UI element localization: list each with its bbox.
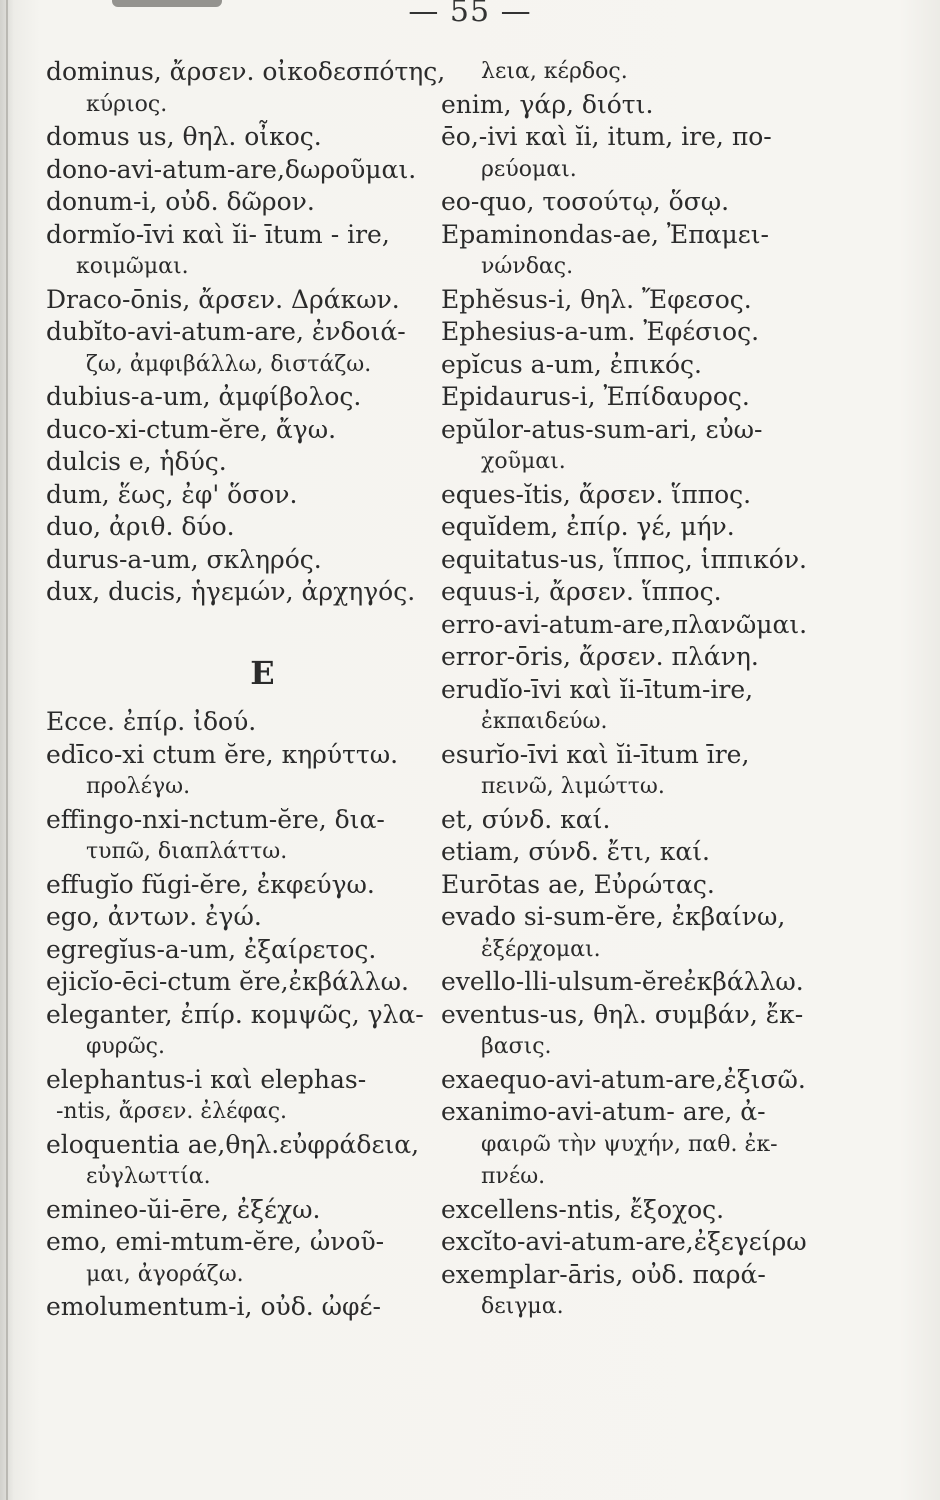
dictionary-line: ejicĭo-ēci-ctum ĕre,ἐκβάλλω. bbox=[46, 967, 409, 996]
dictionary-line: ego, ἀντων. ἐγώ. bbox=[46, 902, 262, 931]
dictionary-line: error-ōris, ἄρσεν. πλάνη. bbox=[441, 642, 759, 671]
dictionary-line: πνέω. bbox=[481, 1164, 546, 1189]
dictionary-line: μαι, ἀγοράζω. bbox=[86, 1261, 244, 1287]
dictionary-line: Eurōtas ae, Εὐρώτας. bbox=[441, 869, 715, 899]
dictionary-line: equitatus-us, ἵππος, ἱππικόν. bbox=[441, 544, 807, 574]
dictionary-line: emolumentum-i, οὐδ. ὠφέ- bbox=[46, 1292, 381, 1321]
dictionary-line: Ephesius-a-um. Ἐφέσιος. bbox=[441, 317, 760, 346]
dictionary-line: βασις. bbox=[481, 1034, 552, 1059]
dictionary-line: φυρῶς. bbox=[86, 1034, 165, 1059]
dictionary-line: elephantus-i καὶ elephas- bbox=[46, 1064, 367, 1094]
dictionary-line: Ecce. ἐπίρ. ἰδού. bbox=[46, 707, 257, 736]
left-column-d-entries bbox=[46, 56, 446, 609]
dictionary-line: πεινῶ, λιμώττω. bbox=[481, 774, 665, 799]
right-column-entries bbox=[441, 56, 836, 1324]
dictionary-line: δειγμα. bbox=[481, 1294, 564, 1319]
dictionary-line: ἐξέρχομαι. bbox=[481, 936, 601, 962]
dictionary-line: erro-avi-atum-are,πλανῶμαι. bbox=[441, 609, 808, 639]
left-column bbox=[46, 56, 446, 1324]
dictionary-line: excĭto-avi-atum-are,ἐξεγείρω bbox=[441, 1227, 807, 1256]
dictionary-line: evello-lli-ulsum-ĕreἐκβάλλω. bbox=[441, 967, 804, 996]
dictionary-line: eo-quo, τοσούτῳ, ὅσῳ. bbox=[441, 187, 730, 216]
dictionary-line: exaequo-avi-atum-are,ἐξισῶ. bbox=[441, 1064, 806, 1094]
section-letter: E bbox=[250, 654, 277, 692]
dictionary-line: Ephĕsus-i, θηλ. Ἔφεσος. bbox=[441, 284, 752, 314]
dictionary-line: et, σύνδ. καί. bbox=[441, 804, 611, 834]
dictionary-line: donum-i, οὐδ. δῶρον. bbox=[46, 187, 315, 216]
dictionary-line: λεια, κέρδος. bbox=[481, 59, 628, 84]
dictionary-line: epŭlor-atus-sum-ari, εὐω- bbox=[441, 414, 763, 444]
dictionary-line: evado si-sum-ĕre, ἐκβαίνω, bbox=[441, 902, 786, 931]
dictionary-line: eloquentia ae,θηλ.εὐφράδεια, bbox=[46, 1129, 420, 1159]
left-column-e-entries bbox=[46, 706, 441, 1324]
dictionary-line: φαιρῶ τὴν ψυχήν, παθ. ἐκ- bbox=[481, 1131, 778, 1157]
dictionary-line: dono-avi-atum-are,δωροῦμαι. bbox=[46, 154, 417, 184]
dictionary-line: χοῦμαι. bbox=[481, 449, 566, 474]
dictionary-line: -ntis, ἄρσεν. ἐλέφας. bbox=[56, 1099, 288, 1124]
dictionary-line: κύριος. bbox=[86, 91, 168, 117]
dictionary-line: ἐκπαιδεύω. bbox=[481, 709, 608, 734]
dictionary-line: dormĭo-īvi καὶ ĭi- ītum - ire, bbox=[46, 219, 390, 249]
dictionary-line: εὐγλωττία. bbox=[86, 1164, 211, 1189]
dictionary-line: effugĭo fŭgi-ĕre, ἐκφεύγω. bbox=[46, 869, 375, 899]
dictionary-line: eventus-us, θηλ. συμβάν, ἔκ- bbox=[441, 999, 804, 1029]
dictionary-line: exemplar-āris, οὐδ. παρά- bbox=[441, 1259, 766, 1289]
page-number: — 55 — bbox=[408, 0, 532, 29]
dictionary-line: equĭdem, ἐπίρ. γέ, μήν. bbox=[441, 512, 735, 541]
dictionary-line: esurĭo-īvi καὶ ĭi-ītum īre, bbox=[441, 739, 750, 769]
dictionary-line: ρεύομαι. bbox=[481, 156, 577, 182]
dictionary-line: dubius-a-um, ἀμφίβολος. bbox=[46, 382, 362, 411]
dictionary-line: Epidaurus-i, Ἐπίδαυρος. bbox=[441, 382, 750, 411]
right-column bbox=[441, 56, 836, 1324]
dictionary-line: dubĭto-avi-atum-are, ἐνδοιά- bbox=[46, 317, 406, 346]
dictionary-line: νώνδας. bbox=[481, 254, 574, 279]
dictionary-line: emo, emi-mtum-ĕre, ὠνοῦ- bbox=[46, 1227, 385, 1256]
dictionary-line: προλέγω. bbox=[86, 774, 191, 799]
dictionary-line: Draco-ōnis, ἄρσεν. Δράκων. bbox=[46, 284, 400, 314]
dictionary-line: effingo-nxi-nctum-ĕre, δια- bbox=[46, 804, 385, 834]
dictionary-line: emineo-ŭi-ēre, ἐξέχω. bbox=[46, 1194, 321, 1224]
dictionary-line: dum, ἕως, ἐφ' ὅσον. bbox=[46, 479, 298, 509]
dictionary-line: Epaminondas-ae, Ἐπαμει- bbox=[441, 219, 769, 249]
dictionary-line: exanimo-avi-atum- are, ἀ- bbox=[441, 1097, 766, 1126]
dictionary-line: duco-xi-ctum-ĕre, ἄγω. bbox=[46, 414, 337, 444]
dictionary-line: erudĭo-īvi καὶ ĭi-ītum-ire, bbox=[441, 674, 754, 704]
dictionary-line: edīco-xi ctum ĕre, κηρύττω. bbox=[46, 739, 399, 769]
dictionary-line: dux, ducis, ἡγεμών, ἀρχηγός. bbox=[46, 577, 416, 606]
dictionary-line: dulcis e, ἡδύς. bbox=[46, 447, 227, 476]
dictionary-line: enim, γάρ, διότι. bbox=[441, 89, 654, 119]
dictionary-line: eques-ĭtis, ἄρσεν. ἵππος. bbox=[441, 479, 752, 509]
dictionary-line: etiam, σύνδ. ἔτι, καί. bbox=[441, 837, 710, 866]
dictionary-line: durus-a-um, σκληρός. bbox=[46, 544, 322, 574]
dictionary-line: egregĭus-a-um, ἐξαίρετος. bbox=[46, 934, 377, 964]
dictionary-line: domus us, θηλ. οἶκος. bbox=[46, 122, 322, 151]
dictionary-line: κοιμῶμαι. bbox=[76, 254, 189, 279]
dictionary-line: equus-i, ἄρσεν. ἵππος. bbox=[441, 577, 722, 606]
dictionary-line: ēo,-ivi καὶ ĭi, itum, ire, πο- bbox=[441, 122, 772, 151]
gutter-line bbox=[6, 0, 8, 1500]
dictionary-line: τυπῶ, διαπλάττω. bbox=[86, 839, 288, 864]
dictionary-line: epĭcus a-um, ἐπικός. bbox=[441, 349, 702, 379]
dictionary-line: excellens-ntis, ἔξοχος. bbox=[441, 1194, 725, 1224]
section-spacer bbox=[46, 609, 441, 642]
dictionary-line: ζω, ἀμφιβάλλω, διστάζω. bbox=[86, 351, 372, 377]
dictionary-line: eleganter, ἐπίρ. κομψῶς, γλα- bbox=[46, 999, 424, 1029]
dictionary-line: duo, ἀριθ. δύο. bbox=[46, 512, 235, 541]
dictionary-line: dominus, ἄρσεν. οἰκοδεσπότης, bbox=[46, 57, 446, 86]
